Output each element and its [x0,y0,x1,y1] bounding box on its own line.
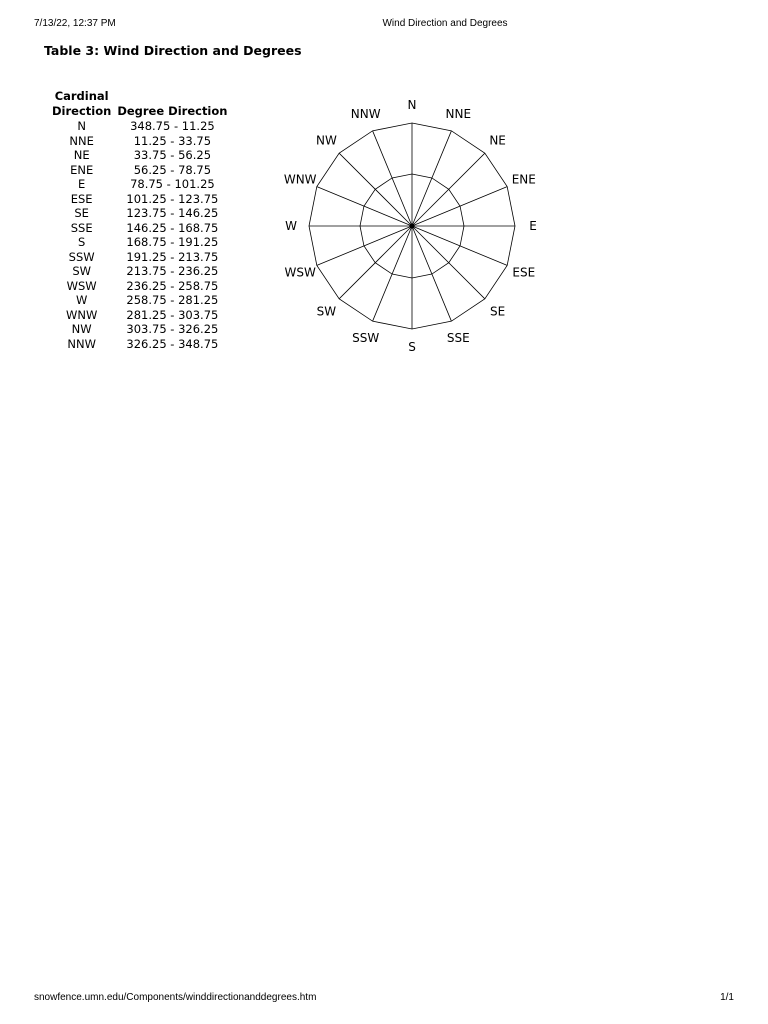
compass-label: N [407,98,417,112]
compass-center-dot [410,224,415,229]
cardinal-direction-cell: E [78,177,86,191]
cardinal-direction-cell: ENE [70,162,94,177]
degree-range-cell: 236.25 - 258.75 [126,278,219,293]
wind-direction-table [49,89,230,351]
degree-range-cell: 258.75 - 281.25 [126,293,219,307]
print-url: snowfence.umn.edu/Components/winddirectionanddegrees.htm [34,992,317,1003]
print-page-number: 1/1 [720,992,734,1003]
compass-label: ESE [512,265,536,280]
table-row [49,337,230,352]
compass-label: WNW [283,172,317,187]
table-body [49,119,230,351]
table-row [49,177,230,192]
compass-label: SSW [352,330,380,345]
cardinal-direction-cell: WSW [66,278,97,293]
cardinal-direction-cell: NNW [67,336,96,351]
degree-range-cell: 101.25 - 123.75 [126,191,219,206]
compass-label: SW [316,304,337,319]
degree-range-cell: 78.75 - 101.25 [130,177,215,191]
degree-range-cell: 56.25 - 78.75 [133,162,212,177]
cardinal-direction-cell: SW [72,264,91,278]
degree-range-cell: 303.75 - 326.25 [126,322,219,336]
compass-spoke [412,153,485,226]
degree-range-cell: 348.75 - 11.25 [130,119,215,133]
table-row [49,293,230,308]
column-header-cardinal-line1: Cardinal [54,89,109,103]
degree-range-cell: 213.75 - 236.25 [126,264,219,278]
degree-range-cell: 11.25 - 33.75 [133,133,212,148]
table-row [49,119,230,134]
cardinal-direction-cell: NE [73,148,90,162]
compass-label: W [285,219,297,233]
column-header-cardinal-line2: Direction [52,104,112,118]
table-row [49,148,230,163]
table-row [49,250,230,265]
compass-spoke [412,226,485,299]
cardinal-direction-cell: S [78,235,86,249]
degree-range-cell: 33.75 - 56.25 [133,148,212,162]
degree-range-cell: 281.25 - 303.75 [126,307,219,322]
compass-label: NNE [445,107,472,122]
compass-label: SSE [446,330,470,345]
compass-lines [309,123,515,329]
compass-spoke [339,226,412,299]
cardinal-direction-cell: SE [74,206,89,220]
cardinal-direction-cell: ESE [70,191,93,206]
degree-range-cell: 123.75 - 146.25 [126,206,219,220]
cardinal-direction-cell: W [75,293,88,307]
compass-label: S [408,340,416,354]
degree-range-cell: 146.25 - 168.75 [126,220,219,235]
compass-rose [270,90,560,360]
table-row [49,322,230,337]
table-row [49,206,230,221]
table-row [49,163,230,178]
print-datetime: 7/13/22, 12:37 PM [34,18,116,29]
column-header-degree [114,89,230,119]
cardinal-direction-cell: SSE [70,220,93,235]
table-title: Table 3: Wind Direction and Degrees [44,43,302,58]
column-header-degree-label: Degree Direction [117,104,228,118]
compass-spoke [339,153,412,226]
degree-range-cell: 168.75 - 191.25 [126,235,219,249]
table-row [49,221,230,236]
cardinal-direction-cell: NW [71,322,92,336]
table-row [49,134,230,149]
compass-label: ENE [511,172,536,187]
degree-range-cell: 191.25 - 213.75 [126,249,219,264]
cardinal-direction-cell: NNE [69,133,94,148]
compass-label: NE [489,133,506,148]
compass-label: NW [315,133,337,148]
table-row [49,264,230,279]
compass-label: E [529,219,537,233]
table-row [49,192,230,207]
table-row [49,308,230,323]
degree-range-cell: 326.25 - 348.75 [126,336,219,351]
column-header-cardinal [49,89,114,119]
print-page-title: Wind Direction and Degrees [382,18,508,29]
compass-label: WSW [284,265,316,280]
cardinal-direction-cell: SSW [68,249,95,264]
table-row [49,235,230,250]
table-row [49,279,230,294]
compass-label: NNW [350,107,381,122]
cardinal-direction-cell: N [77,119,86,133]
compass-label: SE [489,304,506,319]
cardinal-direction-cell: WNW [65,307,98,322]
